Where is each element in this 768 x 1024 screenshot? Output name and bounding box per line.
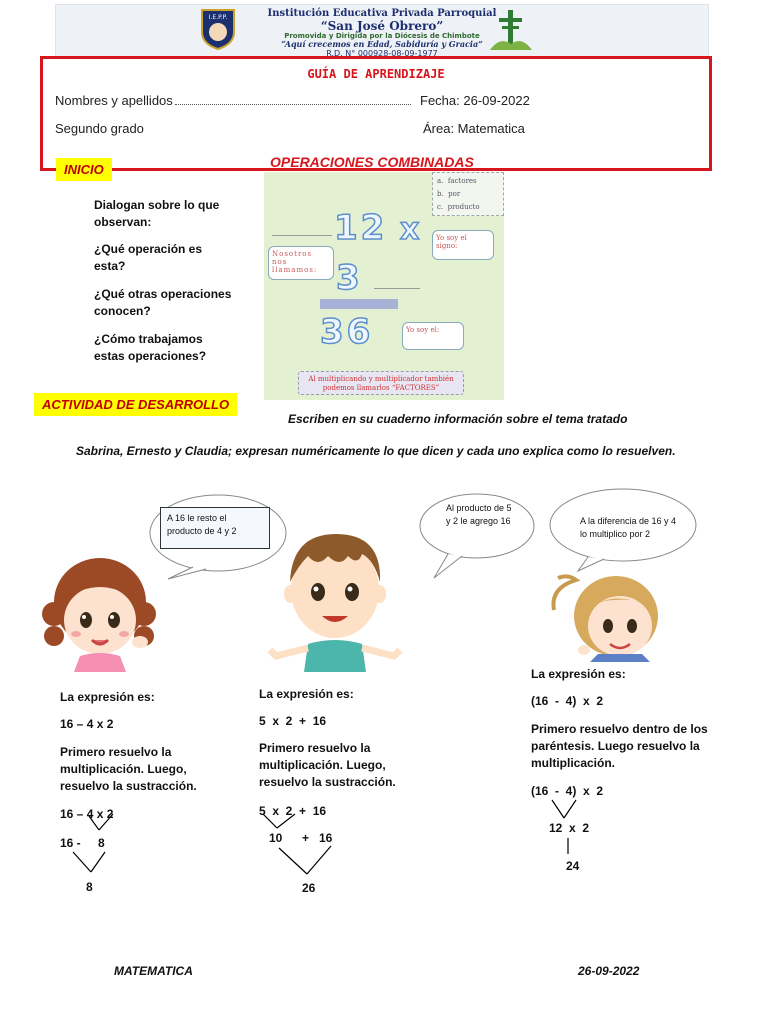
- school-rd: R.D. N° 000928-08-09-1977: [326, 49, 438, 58]
- col3-step2: 12 x 2: [549, 821, 590, 835]
- col2-expression: 5 x 2 + 16: [259, 714, 327, 728]
- question-4: ¿Cómo trabajamos estas operaciones?: [94, 332, 207, 363]
- col2-step1: 5 x 2 + 16: [259, 804, 327, 818]
- sabrina-bubble-text: A 16 le resto el producto de 4 y 2: [167, 513, 237, 536]
- school-motto: “Aquí crecemos en Edad, Sabiduría y Gracia”: [281, 39, 483, 49]
- footer-subject: MATEMATICA: [114, 964, 193, 978]
- col1-expression: 16 – 4 x 2: [60, 717, 114, 731]
- ernesto-bubble-text: Al producto de 5 y 2 le agrego 16: [446, 503, 512, 526]
- sign-bubble: Yo soy el signo:: [432, 230, 494, 260]
- inicio-label: INICIO: [56, 158, 112, 181]
- ernesto-illustration: [262, 520, 408, 672]
- desarrollo-label: ACTIVIDAD DE DESARROLLO: [34, 393, 237, 416]
- names-bubble: Nosotros nos llamamos:: [268, 246, 334, 280]
- factors-note: Al multiplicando y multiplicador también podemos llamarlos “FACTORES”: [298, 371, 464, 395]
- col1-tree-lines: [55, 808, 135, 888]
- footer-date: 26-09-2022: [578, 964, 640, 978]
- instruction-text: Escriben en su cuaderno información sobre el tema tratado: [288, 412, 628, 426]
- col2-tree-lines: [255, 806, 345, 886]
- col3-explanation: Primero resuelvo dentro de los paréntesis. Luego resuelvo la multiplicación.: [531, 722, 708, 770]
- school-logo: [200, 8, 236, 50]
- header-banner: [55, 4, 709, 58]
- ernesto-speech-bubble: [418, 492, 536, 580]
- col2-expr-label: La expresión es:: [259, 687, 354, 701]
- col2-explanation: Primero resuelvo la multiplicación. Luego, resuelvo la sustracción.: [259, 741, 396, 789]
- col1-step2-right: 8: [98, 836, 105, 850]
- school-line1: Institución Educativa Privada Parroquial: [267, 8, 497, 19]
- name-blank: [175, 96, 411, 105]
- col1-step1: 16 – 4 x 2: [60, 807, 114, 821]
- equals-bar: [320, 299, 398, 309]
- name-label: Nombres y apellidos: [55, 93, 173, 108]
- claudia-illustration: [546, 570, 666, 662]
- factor-12: 12: [334, 208, 388, 248]
- col1-expr-label: La expresión es:: [60, 690, 155, 704]
- claudia-bubble-text: A la diferencia de 16 y 4 lo multiplico por 2: [580, 516, 677, 539]
- guide-title: GUÍA DE APRENDIZAJE: [307, 67, 445, 81]
- school-name: “San José Obrero”: [320, 19, 444, 33]
- svg-text:I.E.P.P.: I.E.P.P.: [208, 14, 228, 21]
- intro-text: Sabrina, Ernesto y Claudia; expresan numéricamente lo que dicen y cada uno explica como lo resuelven.: [76, 444, 676, 458]
- product-36: 36: [320, 312, 374, 352]
- options-box: a. factores b. por c. producto: [432, 172, 504, 216]
- question-2: ¿Qué operación es esta?: [94, 242, 203, 273]
- multiplication-figure: [264, 172, 504, 400]
- col2-step2-right: + 16: [302, 831, 333, 845]
- col3-result: 24: [566, 859, 580, 873]
- col3-expression: (16 - 4) x 2: [531, 694, 604, 708]
- blank-line-2: [374, 288, 420, 289]
- factor-3: 3: [336, 258, 360, 298]
- blank-line-1: [272, 235, 332, 236]
- question-3: ¿Qué otras operaciones conocen?: [94, 287, 232, 318]
- col1-explanation: Primero resuelvo la multiplicación. Luego, resuelvo la sustracción.: [60, 745, 197, 793]
- question-1: Dialogan sobre lo que observan:: [94, 198, 220, 229]
- col3-step1: (16 - 4) x 2: [531, 784, 604, 798]
- col2-step2-left: 10: [269, 831, 283, 845]
- col1-result: 8: [86, 880, 93, 894]
- sabrina-illustration: [40, 544, 160, 672]
- sabrina-text-box: [160, 507, 270, 549]
- church-cross-icon: [488, 6, 534, 52]
- school-line3: Promovida y Dirigida por la Diócesis de Chimbote: [284, 32, 480, 40]
- col2-result: 26: [302, 881, 316, 895]
- section-title: OPERACIONES COMBINADAS: [270, 154, 474, 170]
- col1-step2-left: 16 -: [60, 836, 81, 850]
- times-sign: x: [400, 212, 420, 247]
- col3-expr-label: La expresión es:: [531, 667, 626, 681]
- product-bubble: Yo soy el:: [402, 322, 464, 350]
- grade-text: Segundo grado: [55, 121, 144, 136]
- date-text: Fecha: 26-09-2022: [420, 93, 530, 108]
- col3-tree-lines: [540, 796, 620, 858]
- name-field[interactable]: [55, 93, 411, 108]
- claudia-speech-bubble: [548, 487, 698, 573]
- area-text: Área: Matematica: [423, 121, 525, 136]
